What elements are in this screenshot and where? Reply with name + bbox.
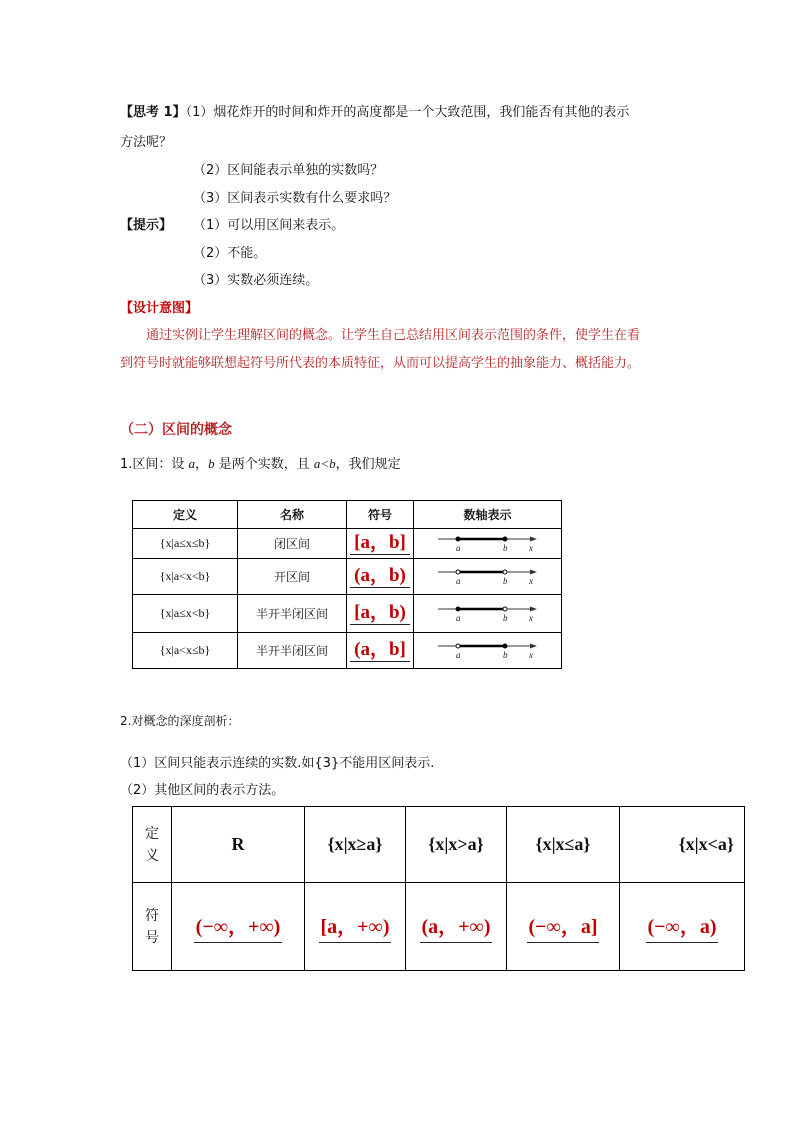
- interval-table: [132, 500, 562, 669]
- hint-answer-3: （3）实数必须连续。: [193, 273, 319, 288]
- label-x: x: [528, 613, 533, 623]
- analysis-point-2: （2）其他区间的表示方法。: [120, 783, 285, 798]
- header-definition: 定义: [133, 501, 238, 529]
- number-line: [438, 601, 538, 623]
- axis-arrow: [530, 537, 537, 542]
- hint-answer-2: （2）不能。: [193, 246, 267, 261]
- symbol-cell: [a，+∞): [305, 883, 406, 971]
- row-name: 半开半闭区间: [238, 595, 347, 633]
- label-b: b: [502, 613, 507, 623]
- design-text-line1: 通过实例让学生理解区间的概念。让学生自己总结用区间表示范围的条件，使学生在看: [146, 328, 641, 343]
- row-name: 半开半闭区间: [238, 633, 347, 669]
- right-endpoint: [503, 607, 507, 611]
- def-cell: {x|x≤a}: [507, 807, 620, 883]
- axis-arrow: [530, 570, 537, 575]
- analysis-point-1: （1）区间只能表示连续的实数.如{3}不能用区间表示.: [120, 756, 435, 771]
- number-line-cell: [414, 633, 562, 669]
- row-name: 开区间: [238, 559, 347, 595]
- axis-arrow: [530, 644, 537, 649]
- label-b: b: [502, 543, 507, 553]
- axis-arrow: [530, 607, 537, 612]
- analysis-title: 2.对概念的深度剖析：: [120, 714, 240, 728]
- table-row: [133, 529, 562, 559]
- def-cell: {x|x≥a}: [305, 807, 406, 883]
- think-question-3: （3）区间表示实数有什么要求吗？: [193, 191, 397, 206]
- left-endpoint: [456, 537, 460, 541]
- table-row: [133, 595, 562, 633]
- row-symbol: [a，b): [350, 603, 410, 625]
- row-symbol: [a，b]: [350, 533, 410, 555]
- label-a: a: [455, 650, 460, 660]
- row-definition: {x|a<x<b}: [133, 559, 238, 595]
- row-symbol: (a，b]: [350, 640, 410, 662]
- table-row: [133, 633, 562, 669]
- row-label-definition: 定义: [133, 807, 172, 883]
- def-cell: R: [172, 807, 305, 883]
- number-line: [438, 531, 538, 553]
- section-title: （二）区间的概念: [120, 422, 232, 438]
- symbol-cell: (−∞，a): [620, 883, 745, 971]
- hint-label: 【提示】: [120, 218, 173, 233]
- left-endpoint: [456, 570, 460, 574]
- interval-definition: 1.区间：设 a，b 是两个实数，且 a<b，我们规定: [120, 456, 401, 472]
- label-x: x: [528, 650, 533, 660]
- design-text-line2: 到符号时就能够联想起符号所代表的本质特征，从而可以提高学生的抽象能力、概括能力。: [120, 356, 641, 371]
- right-endpoint: [503, 644, 507, 648]
- number-line: [438, 638, 538, 660]
- label-a: a: [455, 576, 460, 586]
- think-q1-text: （1）烟花炸开的时间和炸开的高度都是一个大致范围，我们能否有其他的表示: [185, 105, 630, 120]
- header-number-line: 数轴表示: [414, 501, 562, 529]
- symbol-cell: (−∞，a]: [507, 883, 620, 971]
- design-label: 【设计意图】: [120, 301, 199, 316]
- think-question-1-line2: 方法呢？: [120, 135, 173, 150]
- row-definition: {x|a<x≤b}: [133, 633, 238, 669]
- row-symbol: (a，b): [350, 566, 410, 588]
- label-a: a: [455, 613, 460, 623]
- left-endpoint: [456, 607, 460, 611]
- table-row: [133, 559, 562, 595]
- header-name: 名称: [238, 501, 347, 529]
- number-line-cell: [414, 559, 562, 595]
- symbol-cell: (a，+∞): [406, 883, 507, 971]
- row-definition: {x|a≤x<b}: [133, 595, 238, 633]
- label-x: x: [528, 543, 533, 553]
- symbol-cell: (−∞，+∞): [172, 883, 305, 971]
- number-line-cell: [414, 595, 562, 633]
- think-question-2: （2）区间能表示单独的实数吗？: [193, 163, 384, 178]
- think-label: 【思考 1】: [120, 105, 186, 120]
- number-line: [438, 564, 538, 586]
- def-cell: {x|x>a}: [406, 807, 507, 883]
- other-intervals-table: [132, 806, 745, 971]
- row-name: 闭区间: [238, 529, 347, 559]
- left-endpoint: [456, 644, 460, 648]
- header-symbol: 符号: [347, 501, 414, 529]
- think-question-1-line1: [120, 101, 629, 120]
- label-b: b: [502, 576, 507, 586]
- row-label-symbol: 符号: [133, 883, 172, 971]
- right-endpoint: [503, 570, 507, 574]
- row-definition: {x|a≤x≤b}: [133, 529, 238, 559]
- number-line-cell: [414, 529, 562, 559]
- hint-answer-1: （1）可以用区间来表示。: [193, 218, 345, 233]
- def-cell: {x|x<a}: [620, 807, 745, 883]
- label-b: b: [502, 650, 507, 660]
- label-x: x: [528, 576, 533, 586]
- right-endpoint: [503, 537, 507, 541]
- label-a: a: [455, 543, 460, 553]
